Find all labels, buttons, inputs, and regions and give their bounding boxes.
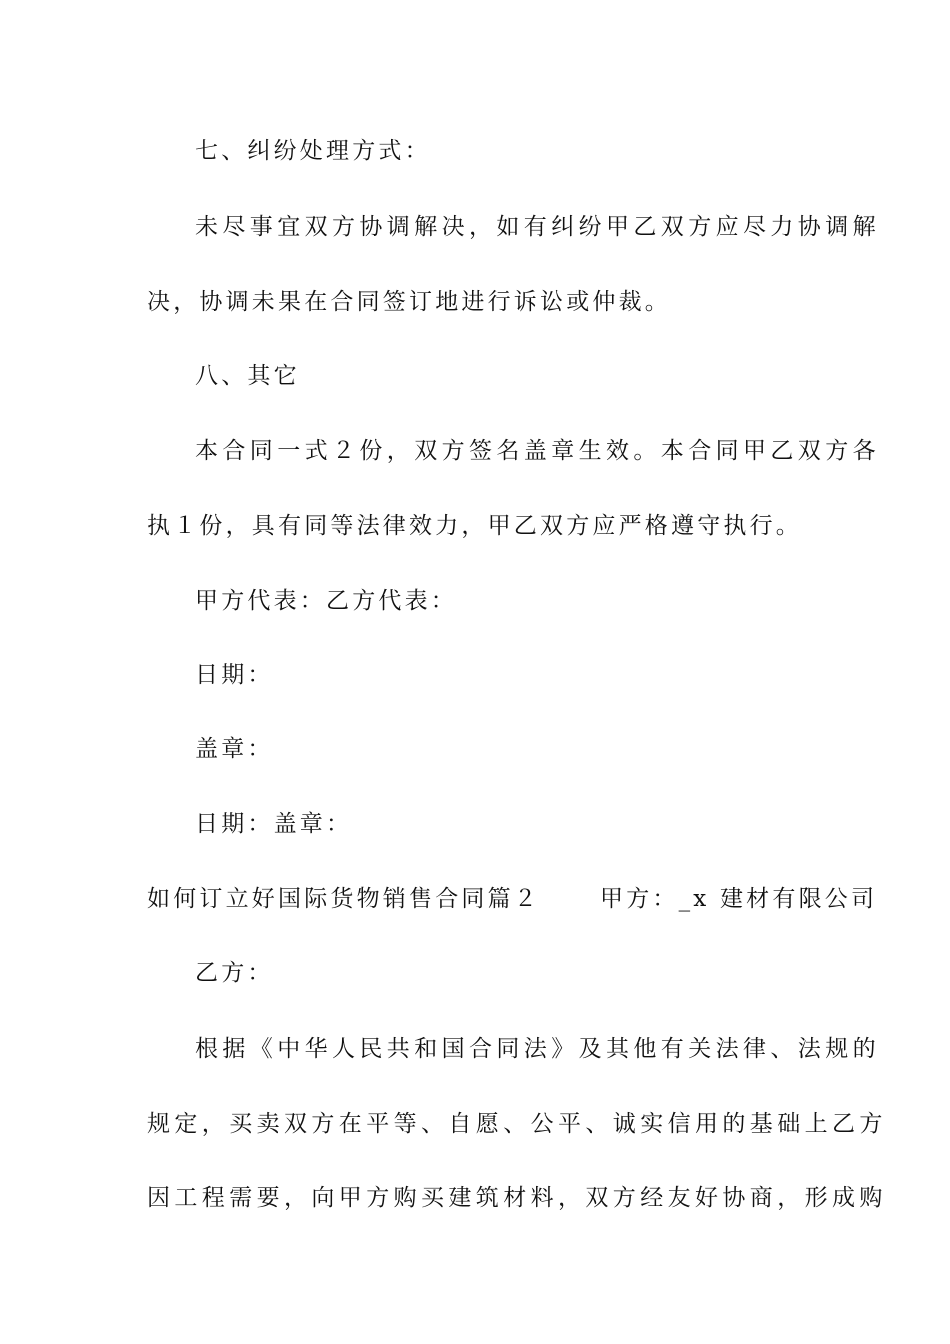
representatives-line: 甲方代表：乙方代表：: [195, 588, 457, 614]
paragraph-line: 决，协调未果在合同签订地进行诉讼或仲裁。: [147, 289, 671, 315]
paragraph-line: 根据《中华人民共和国合同法》及其他有关法律、法规的: [195, 1036, 880, 1062]
section-heading-7: 七、纠纷处理方式：: [195, 138, 431, 164]
section-heading-8: 八、其它: [195, 363, 300, 389]
contract-title: 如何订立好国际货物销售合同篇２: [147, 886, 540, 912]
party-b-line: 乙方：: [195, 960, 274, 986]
paragraph-line: 执１份，具有同等法律效力，甲乙双方应严格遵守执行。: [147, 513, 802, 539]
paragraph-line: 因工程需要，向甲方购买建筑材料，双方经友好协商，形成购: [147, 1185, 887, 1211]
date-seal-line: 日期：盖章：: [195, 811, 353, 837]
seal-line: 盖章：: [195, 736, 274, 762]
contract-heading: [147, 884, 878, 914]
paragraph-line: 未尽事宜双方协调解决，如有纠纷甲乙双方应尽力协调解: [195, 214, 880, 240]
paragraph-line: 规定，买卖双方在平等、自愿、公平、诚实信用的基础上乙方: [147, 1111, 887, 1137]
paragraph-line: 本合同一式２份，双方签名盖章生效。本合同甲乙双方各: [195, 438, 880, 464]
party-a-line: 甲方：_x 建材有限公司: [600, 886, 878, 912]
date-line: 日期：: [195, 662, 274, 688]
